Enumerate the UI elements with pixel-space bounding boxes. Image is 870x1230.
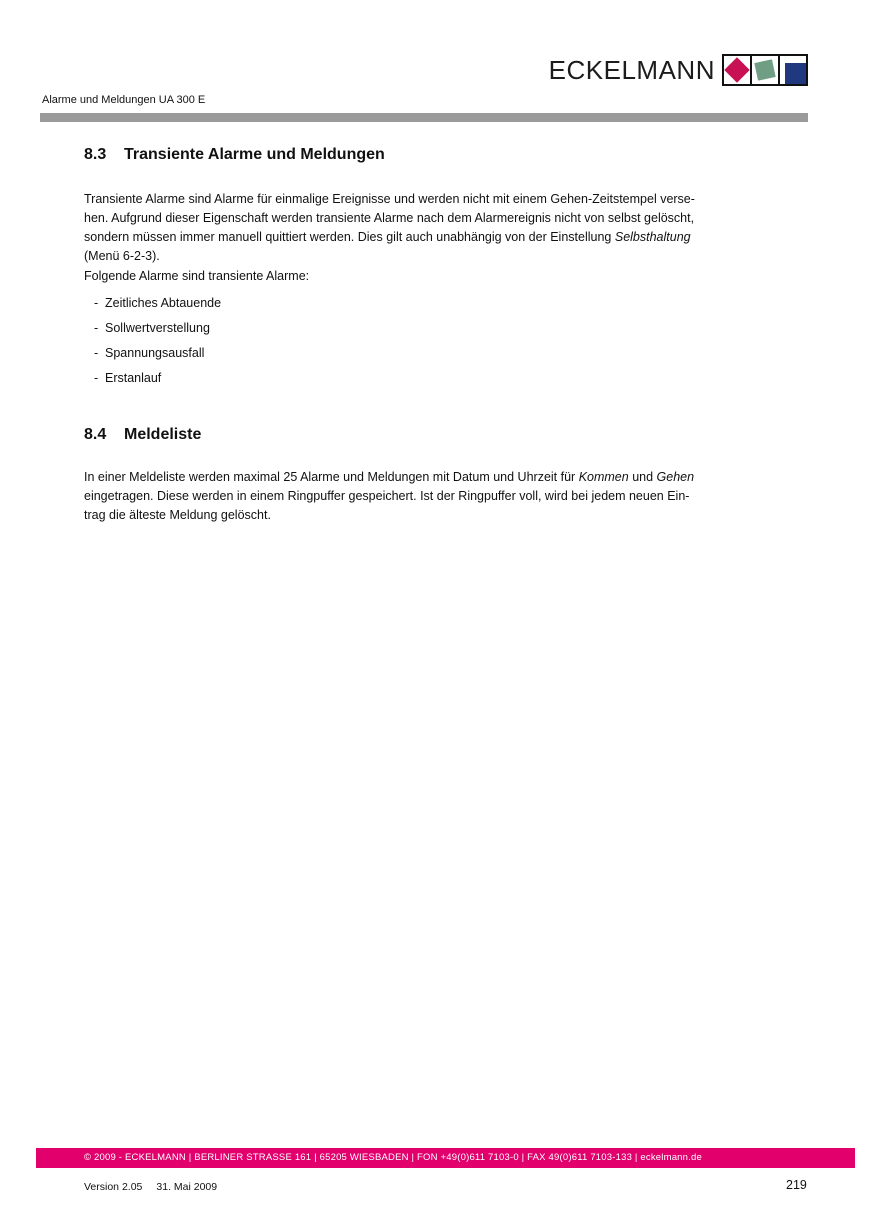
magenta-diamond-icon xyxy=(724,57,749,82)
logo-brand-text: ECKELMANN xyxy=(548,55,715,85)
footer-address-bar: © 2009 - ECKELMANN | BERLINER STRASSE 161 | 65205 WIESBADEN | FON +49(0)611 7103-0 | FAX 49(0)611 7103-133 | eckelmann.de xyxy=(36,1148,855,1168)
list-item xyxy=(94,319,221,344)
bullet-dash: - xyxy=(94,346,99,360)
paragraph-line xyxy=(84,468,694,487)
section-title: Meldeliste xyxy=(124,426,202,443)
logo-squares xyxy=(722,54,808,86)
paragraph-line xyxy=(84,228,695,247)
list-item-label: Erstanlauf xyxy=(105,371,162,385)
italic-term-kommen: Kommen xyxy=(578,470,629,484)
section-heading-8-4 xyxy=(84,426,201,444)
paragraph-text: sondern müssen immer manuell quittiert werden. Dies gilt auch unabhängig von der Einstellung xyxy=(84,230,615,244)
paragraph-line: trag die älteste Meldung gelöscht. xyxy=(84,508,271,522)
version-date: 31. Mai 2009 xyxy=(156,1181,218,1193)
paragraph-text: In einer Meldeliste werden maximal 25 Alarme und Meldungen mit Datum und Uhrzeit für xyxy=(84,470,579,484)
logo-box-3 xyxy=(778,54,808,86)
logo-box-2 xyxy=(750,54,780,86)
bullet-dash: - xyxy=(94,371,99,385)
header-title: Alarme und Meldungen UA 300 E xyxy=(42,94,206,106)
section-title: Transiente Alarme und Meldungen xyxy=(124,146,385,163)
list-item-label: Zeitliches Abtauende xyxy=(105,296,222,310)
italic-term-gehen: Gehen xyxy=(656,470,695,484)
page-number: 219 xyxy=(786,1178,807,1192)
version-label: Version 2.05 xyxy=(84,1181,143,1193)
section-number: 8.4 xyxy=(84,426,107,443)
list-item xyxy=(94,369,221,394)
bullet-dash: - xyxy=(94,321,99,335)
paragraph-text: und xyxy=(628,470,657,484)
section-number: 8.3 xyxy=(84,146,107,163)
green-square-icon xyxy=(754,59,775,80)
paragraph-line: Transiente Alarme sind Alarme für einmalige Ereignisse und werden nicht mit einem Gehen-Zeitstempel verse- xyxy=(84,192,695,206)
list-intro-text: Folgende Alarme sind transiente Alarme: xyxy=(84,269,310,283)
section-heading-8-3 xyxy=(84,146,385,164)
italic-term-selbsthaltung: Selbsthaltung xyxy=(614,230,691,244)
paragraph-transiente-alarme xyxy=(84,190,695,266)
list-item xyxy=(94,344,221,369)
list-item-label: Spannungsausfall xyxy=(105,346,205,360)
paragraph-line: eingetragen. Diese werden in einem Ringpuffer gespeichert. Ist der Ringpuffer voll, wird bei jedem neuen Ein- xyxy=(84,489,690,503)
list-item-label: Sollwertverstellung xyxy=(105,321,210,335)
eckelmann-logo xyxy=(549,54,808,86)
footer-version-line xyxy=(84,1181,217,1193)
blue-square-icon xyxy=(785,63,806,84)
logo-box-1 xyxy=(722,54,752,86)
paragraph-meldeliste xyxy=(84,468,694,525)
bullet-dash: - xyxy=(94,296,99,310)
list-item xyxy=(94,294,221,319)
paragraph-line: hen. Aufgrund dieser Eigenschaft werden transiente Alarme nach dem Alarmereignis nicht von selbst gelöscht, xyxy=(84,211,695,225)
header-rule xyxy=(40,113,808,122)
paragraph-line: (Menü 6-2-3). xyxy=(84,249,160,263)
transient-alarm-list xyxy=(94,294,221,394)
